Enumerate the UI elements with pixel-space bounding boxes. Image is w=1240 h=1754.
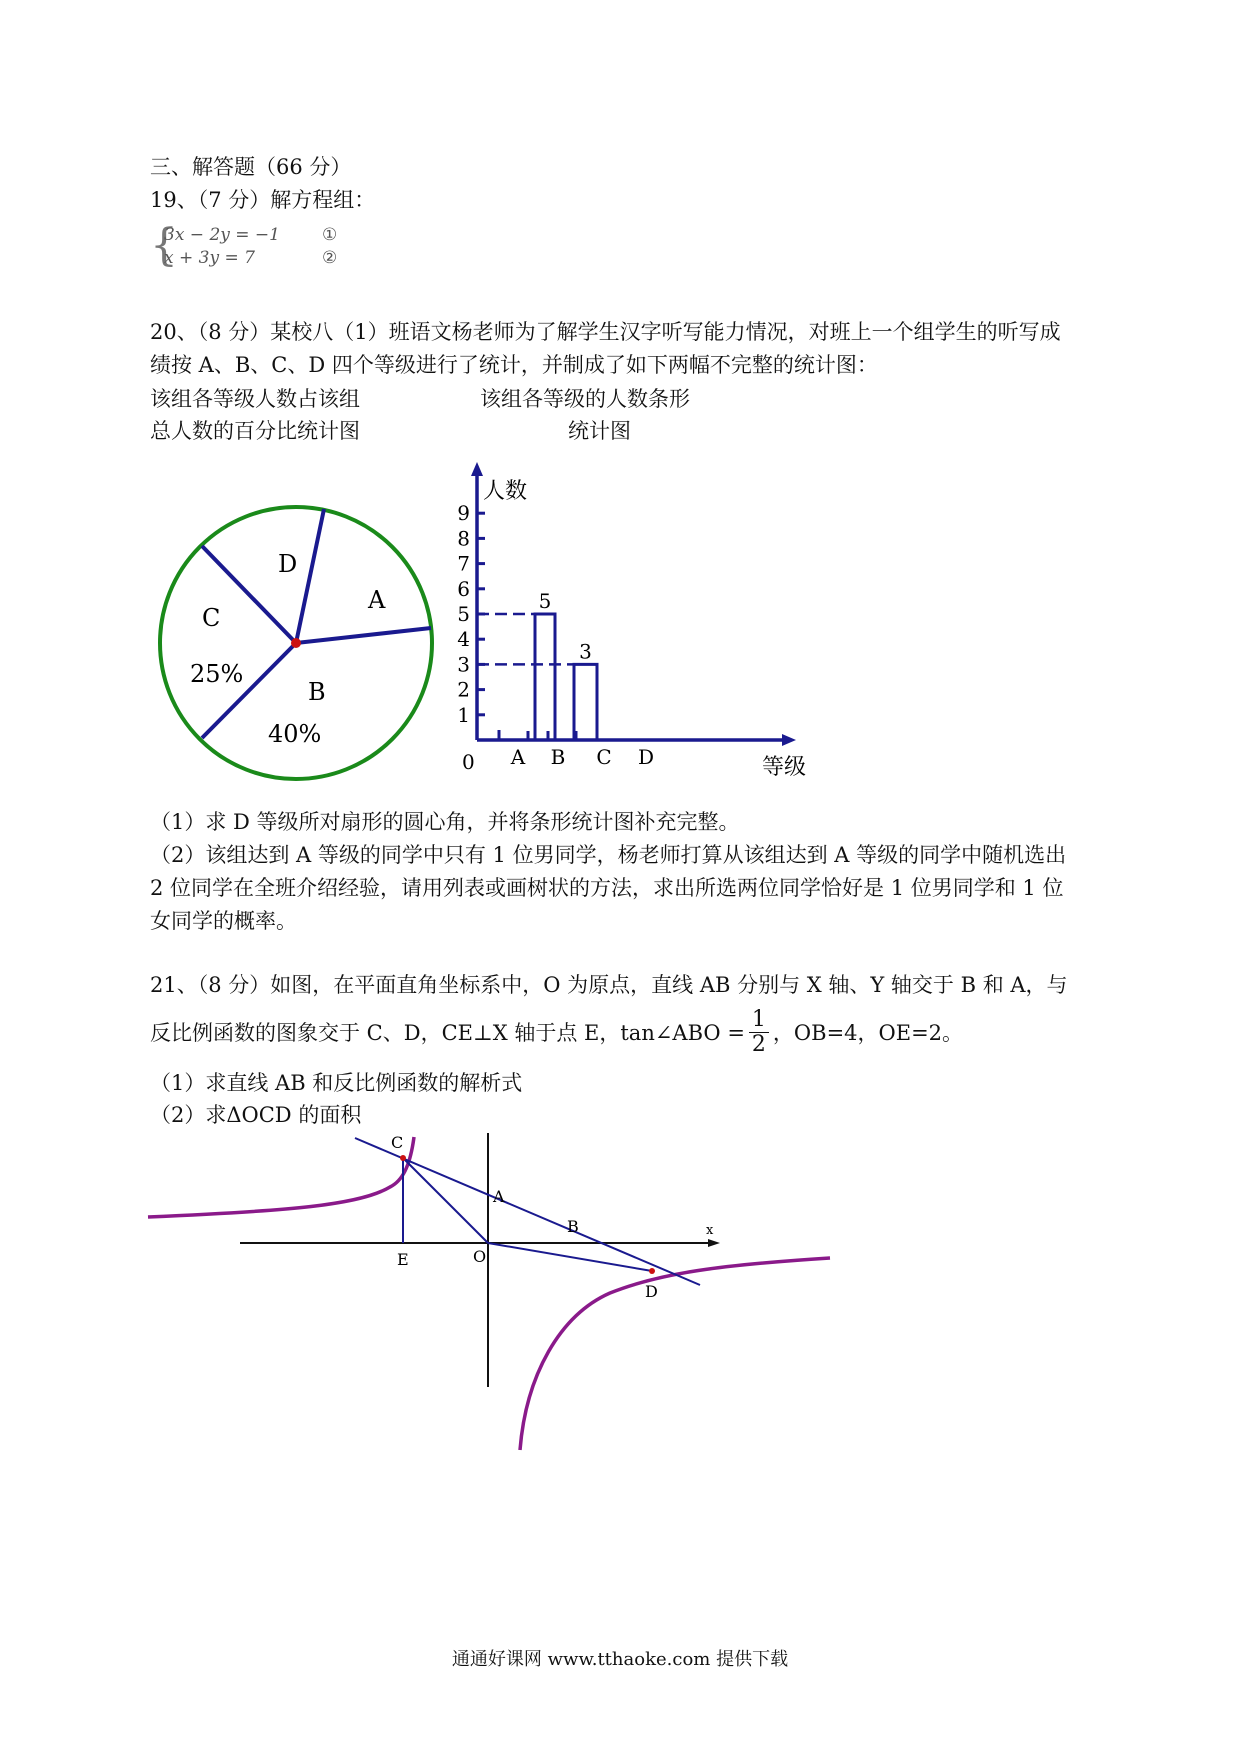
q21-line-2 [150, 1008, 963, 1057]
pie-caption-2: 总人数的百分比统计图 [150, 419, 360, 443]
pie-label-b: B [308, 678, 326, 706]
bar-y-tick-label: 8 [457, 526, 470, 551]
bar-x-categories [510, 745, 654, 769]
pie-divider-ad [296, 509, 324, 643]
section-title: 三、解答题（66 分） [150, 155, 352, 179]
q21-part-2: （2）求ΔOCD 的面积 [150, 1103, 362, 1127]
q21-line-2-b: ，OB=4，OE=2。 [772, 1020, 964, 1045]
hyperbola-lower-right [520, 1258, 830, 1450]
q20-parts [150, 806, 1100, 938]
label-x: x [706, 1223, 714, 1238]
bar-x-label: 等级 [762, 755, 807, 780]
segment-oc [403, 1158, 488, 1243]
bar-y-tick-label: 7 [457, 551, 470, 576]
label-e: E [397, 1250, 409, 1269]
equation-1-mark: ① [322, 225, 338, 245]
x-axis-arrow-icon [708, 1239, 720, 1247]
q20-part-1: （1）求 D 等级所对扇形的圆心角，并将条形统计图补充完整。 [150, 810, 740, 834]
bar-d [574, 664, 597, 740]
bar-y-tick-label: 6 [457, 576, 470, 601]
q19-heading: 19、（7 分）解方程组： [150, 188, 376, 212]
pie-pct-b: 40% [268, 720, 322, 748]
bar-x-category-label: C [596, 745, 612, 769]
fraction-numerator: 1 [749, 1008, 769, 1033]
bar-y-tick-label: 9 [457, 501, 470, 526]
segment-od [488, 1243, 652, 1271]
pie-label-d: D [278, 550, 298, 578]
bar-y-tick-label: 3 [457, 652, 470, 677]
bar-y-axis-arrow-icon [471, 462, 483, 476]
q20-line-1: 20、（8 分）某校八（1）班语文杨老师为了解学生汉字听写能力情况，对班上一个组学生的听写成 [150, 320, 1061, 344]
bar-caption-2: 统计图 [568, 419, 631, 443]
bar-origin-label: 0 [462, 750, 475, 774]
footer: 通通好课网 www.tthaoke.com 提供下载 [451, 1649, 789, 1670]
coordinate-diagram [140, 1125, 840, 1465]
label-b: B [567, 1217, 579, 1236]
label-a: A [493, 1187, 505, 1206]
fraction-denominator: 2 [751, 1032, 766, 1057]
pie-caption-1: 该组各等级人数占该组 [150, 387, 360, 411]
bar-value-label: 5 [538, 589, 552, 613]
point-c-dot [400, 1155, 406, 1161]
bar-x-category-label: A [510, 745, 526, 769]
bar-c [535, 614, 555, 740]
equation-system [150, 220, 350, 272]
q21-line-2-a: 反比例函数的图象交于 C、D，CE⊥X 轴于点 E，tan∠ABO = [150, 1020, 745, 1045]
q21-part-1: （1）求直线 AB 和反比例函数的解析式 [150, 1071, 523, 1095]
q20-text [150, 316, 1100, 382]
bar-value-label: 3 [579, 639, 592, 664]
bar-y-tick-label: 1 [457, 702, 470, 727]
bar-x-category-label: B [550, 745, 566, 769]
brace-icon: { [150, 220, 178, 271]
pie-pct-c: 25% [190, 660, 244, 688]
equation-1: 3x − 2y = −1 [164, 225, 280, 245]
q21-line-1: 21、（8 分）如图，在平面直角坐标系中，O 为原点，直线 AB 分别与 X 轴、Y 轴交于 B 和 A，与 [150, 973, 1068, 997]
q20-line-2: 绩按 A、B、C、D 四个等级进行了统计，并制成了如下两幅不完整的统计图： [150, 353, 878, 377]
hyperbola-upper-left [148, 1137, 414, 1217]
tan-fraction [749, 1008, 769, 1057]
pie-center-dot [291, 638, 301, 648]
bar-y-tick-label: 5 [457, 602, 470, 626]
pie-divider-ab [296, 628, 431, 643]
bar-marks [477, 589, 597, 740]
bar-x-axis-arrow-icon [782, 734, 796, 746]
bar-y-label: 人数 [483, 479, 528, 504]
bar-x-category-label: D [637, 745, 655, 769]
point-d-dot [649, 1268, 655, 1274]
bar-caption-1: 该组各等级的人数条形 [480, 387, 690, 411]
label-c: C [391, 1133, 404, 1152]
label-o: O [473, 1247, 487, 1266]
bar-y-tick-label: 4 [457, 627, 470, 652]
pie-label-a: A [368, 586, 386, 614]
q20-part-2-line-1: （2）该组达到 A 等级的同学中只有 1 位男同学，杨老师打算从该组达到 A 等级的同学中随机选出 [150, 843, 1067, 867]
bar-y-tick-label: 2 [457, 677, 470, 702]
pie-label-c: C [202, 604, 221, 632]
bar-chart [440, 460, 820, 790]
q20-part-2-line-2: 2 位同学在全班介绍经验，请用列表或画树状的方法，求出所选两位同学恰好是 1 位男同学和 1 位 [150, 876, 1064, 900]
equation-2: x + 3y = 7 [164, 248, 255, 268]
q20-part-2-line-3: 女同学的概率。 [150, 909, 297, 933]
equation-2-mark: ② [322, 248, 338, 268]
pie-chart [140, 500, 450, 790]
label-d: D [645, 1282, 658, 1301]
